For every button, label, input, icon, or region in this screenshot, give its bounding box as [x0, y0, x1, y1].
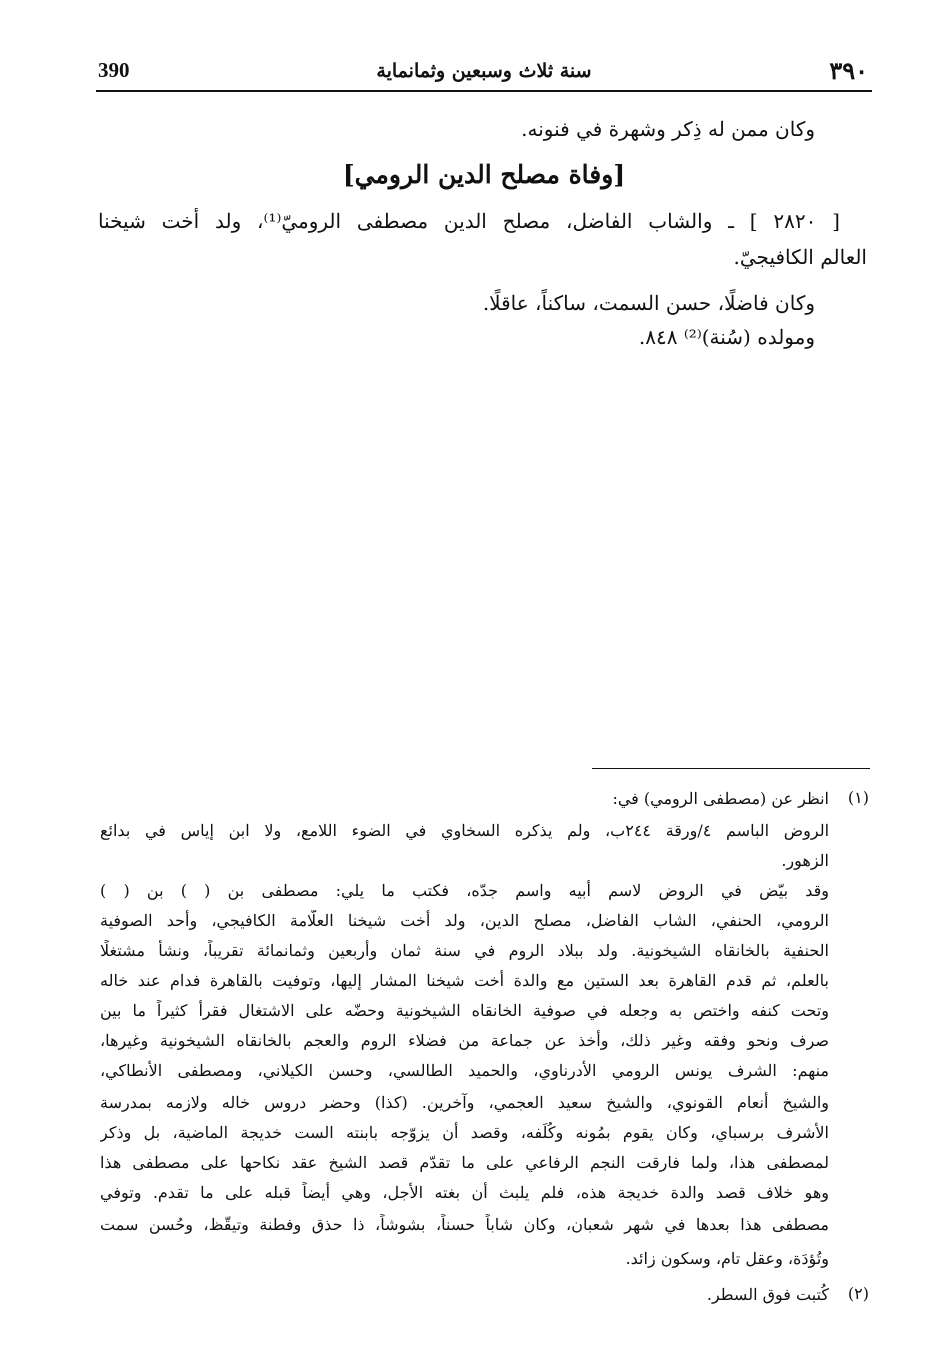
footnote-1-line: والشيخ أنعام القونوي، والشيخ سعيد العجمي، وآخرين. (كذا) وحضر دروس خاله ولازمه بمدرسة — [100, 1093, 829, 1112]
footnote-1-line: بالعلم، ثم قدم القاهرة بعد الستين مع والدة أخت شيخنا المشار إليها، وتوفيت بالقاهرة فدام عند خاله — [100, 971, 829, 990]
footnote-1-line: لمصطفى هذا، ولما فارقت النجم الرفاعي على ما تقدّم قصد الشيخ عقد نكاحها على مصطفى هذا — [100, 1153, 829, 1172]
footnote-1-line: وتحت كنفه واختص به وجعله في صوفية الخانقاه الشيخونية وحضّه على الاشتغال فقرأ كثيراً ما بين — [100, 1001, 829, 1020]
footnote-1-line: الروض الباسم ٤/ورقة ٢٤٤ب، ولم يذكره السخاوي في الضوء اللامع، ولا ابن إياس في بدائع — [100, 821, 829, 840]
footnote-1-line: مصطفى هذا بعدها في شهر شعبان، وكان شاباً حسناً، بشوشاً، ذا حذق وفطنة وتيقّظ، وحُسن سمت — [100, 1215, 829, 1234]
footnote-2-text: كُتبت فوق السطر. — [706, 1285, 829, 1304]
page-number-arabic: ٣٩٠ — [829, 56, 868, 85]
footnote-1-line: انظر عن (مصطفى الرومي) في: — [612, 789, 829, 808]
footnote-1-line: الأشرف برسباي، وكان يقوم بمُونه وكُلَفه، وقصد أن يزوّجه بابنته الست خديجة الماضية، بل وذكر — [100, 1123, 829, 1142]
body-line-1: وكان ممن له ذِكر وشهرة في فنونه. — [521, 117, 815, 141]
entry-line-2: العالم الكافيجيّ. — [733, 245, 867, 269]
footnote-1-line: منهم: الشرف يونس الرومي الأدرناوي، والحميد الطالسي، وحسن الكيلاني، ومصطفى الأنطاكي، — [100, 1061, 829, 1080]
footnote-1-line: الحنفية بالخانقاه الشيخونية. ولد ببلاد الروم في سنة ثمان وأربعين وثمانمائة تقريباً، ونشأ مشتغلًا — [100, 941, 829, 960]
page-header — [96, 52, 872, 92]
footnote-1-line: صرف ونحو وفقه وغير ذلك، وأخذ عن جماعة من فضلاء الروم والعجم بالخانقاه الشيخونية وغيرها، — [100, 1031, 829, 1050]
footnote-1-line: وقد بيّض في الروض لاسم أبيه واسم جدّه، فكتب ما يلي: مصطفى بن ( ) بن ( ) — [100, 881, 829, 900]
footnote-1-marker: (١) — [847, 788, 869, 807]
section-heading: [وفاة مصلح الدين الرومي] — [342, 160, 626, 189]
running-title: سنة ثلاث وسبعين وثمانماية — [376, 60, 592, 82]
body-line-4: وكان فاضلًا، حسن السمت، ساكناً، عاقلًا. — [482, 291, 815, 315]
footnote-separator — [592, 768, 870, 769]
footnote-1-line: وهو خلاف قصد والدة خديجة هذه، فلم يلبث أن بغته الأجل، وهي أيضاً قبله على ما تقدم. وتوفي — [100, 1183, 829, 1202]
footnote-1-line: الرومي، الحنفي، الشاب الفاضل، مصلح الدين، ولد أخت شيخنا العلّامة الكافيجي، وأحد الصوفية — [100, 911, 829, 930]
footnote-2-marker: (٢) — [847, 1284, 869, 1303]
body-line-5: ومولده (سُنة)⁽²⁾ ٨٤٨. — [638, 325, 815, 349]
footnote-1-line: وتُؤدَة، وعقل تام، وسكون زائد. — [625, 1249, 829, 1268]
footnote-1-line: الزهور. — [781, 851, 829, 870]
page-number-latin: 390 — [98, 58, 130, 82]
entry-line-1: [ ٢٨٢٠ ] ـ والشاب الفاضل، مصلح الدين مصطفى الروميّ⁽¹⁾، ولد أخت شيخنا — [98, 209, 840, 233]
